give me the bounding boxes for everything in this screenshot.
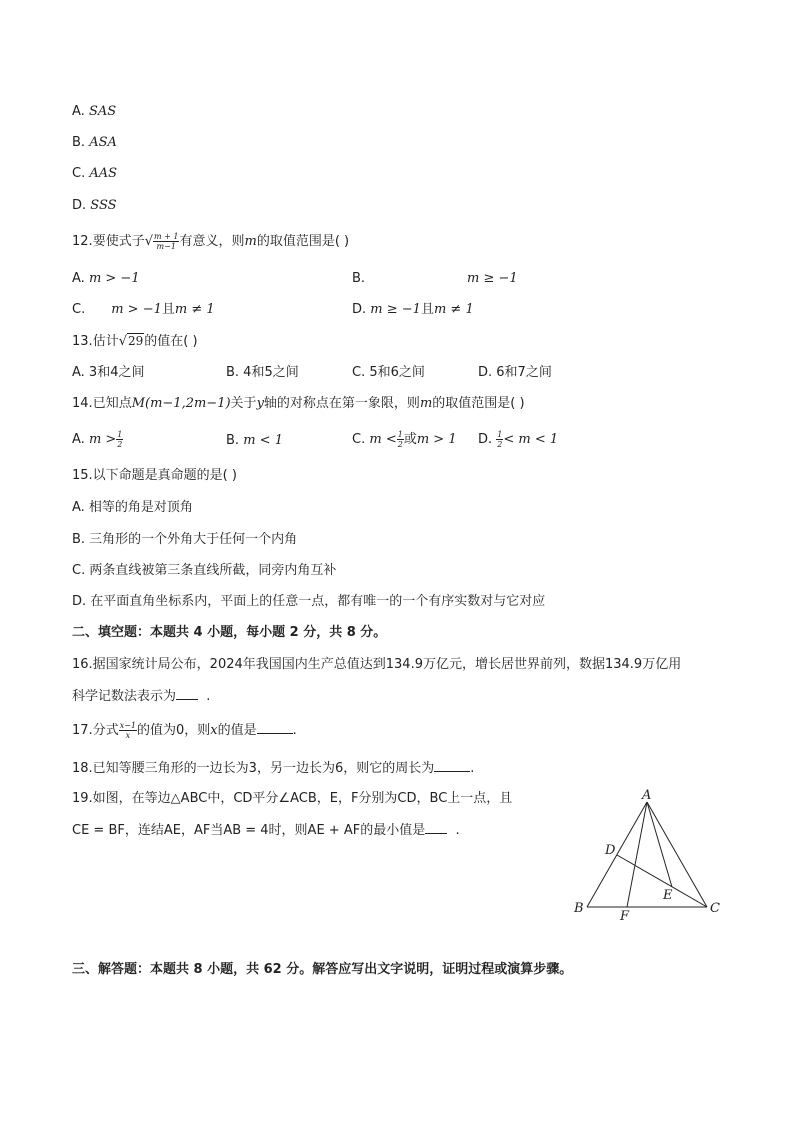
section-title: 二、填空题：本题共 4 小题，每小题 2 分，共 8 分。 xyxy=(72,625,387,640)
variable: x xyxy=(210,723,218,738)
connector: 且 xyxy=(420,302,434,317)
stem-text: 16.据国家统计局公布，2024年我国国内生产总值达到134.9万亿元，增长居世界前列，数据134.9万亿用 xyxy=(72,657,682,672)
option-text: m ≠ 1 xyxy=(174,302,215,317)
option-text: AAS xyxy=(89,166,118,181)
q15-option-d xyxy=(72,593,545,611)
option-text: ASA xyxy=(89,135,117,150)
fraction xyxy=(119,721,137,740)
sqrt-expression: √29 xyxy=(118,334,144,349)
q12-option-d xyxy=(352,301,474,319)
label-b: B xyxy=(574,901,584,916)
option-letter: B. xyxy=(72,135,86,150)
denominator: 2 xyxy=(497,440,503,449)
radicand: 29 xyxy=(128,334,144,348)
punctuation: . xyxy=(455,823,460,838)
stem-text: 的取值范围是( ) xyxy=(432,396,525,411)
stem-text: 的值为0，则 xyxy=(137,723,211,738)
numerator: 1 xyxy=(497,430,503,439)
fraction xyxy=(153,232,179,251)
q19-line-2 xyxy=(72,821,460,840)
option-text: B. 4和5之间 xyxy=(226,365,299,380)
punctuation: . xyxy=(470,761,475,776)
stem-text: 有意义，则 xyxy=(179,234,245,249)
denominator: x xyxy=(125,731,131,740)
option-text: SAS xyxy=(88,104,117,119)
q13-option-a xyxy=(72,364,144,382)
point-expression: M(m−1,2m−1) xyxy=(131,396,231,411)
segment-cd xyxy=(617,855,707,907)
option-letter: D. xyxy=(478,432,493,447)
label-c: C xyxy=(710,901,720,916)
stem-text: 估计 xyxy=(92,334,119,349)
option-text: C. 两条直线被第三条直线所截，同旁内角互补 xyxy=(72,563,337,578)
q13-stem xyxy=(72,332,198,351)
variable: y xyxy=(256,396,264,411)
q15-option-c xyxy=(72,562,336,580)
numerator: x−1 xyxy=(119,721,137,730)
stem-text: 的取值范围是( ) xyxy=(256,234,350,249)
option-text: D. 在平面直角坐标系内，平面上的任意一点，都有唯一的一个有序实数对与它对应 xyxy=(72,594,546,609)
q12-option-c xyxy=(72,301,215,319)
question-number: 13. xyxy=(72,334,93,349)
segment-af xyxy=(627,802,647,907)
q14-option-c xyxy=(352,430,457,449)
variable: m xyxy=(419,396,433,411)
q17-stem xyxy=(72,721,297,740)
answer-blank[interactable] xyxy=(434,759,470,772)
q16-line-2 xyxy=(72,687,210,706)
option-letter: A. xyxy=(72,432,85,447)
q14-option-b xyxy=(226,432,283,450)
q13-option-b xyxy=(226,364,299,382)
option-letter: C. xyxy=(72,166,86,181)
q12-option-b-letter xyxy=(352,270,365,288)
stem-text: 要使式子 xyxy=(92,234,145,249)
question-number: 17. xyxy=(72,723,93,738)
option-text: SSS xyxy=(90,198,117,213)
option-letter: A. xyxy=(72,271,85,286)
denominator: 2 xyxy=(397,440,403,449)
fraction xyxy=(397,430,404,449)
stem-text: 关于 xyxy=(230,396,257,411)
q11-option-a xyxy=(72,103,116,121)
stem-text: 的值在( ) xyxy=(144,334,198,349)
section-title: 三、解答题：本题共 8 小题，共 62 分。解答应写出文字说明，证明过程或演算步骤。 xyxy=(72,962,573,977)
stem-text: 轴的对称点在第一象限，则 xyxy=(263,396,420,411)
option-letter: D. xyxy=(352,302,367,317)
option-text: D. 6和7之间 xyxy=(478,365,552,380)
q11-option-d xyxy=(72,197,117,215)
q14-option-a xyxy=(72,430,123,449)
question-number: 14. xyxy=(72,396,93,411)
option-letter: A. xyxy=(72,104,85,119)
stem-text: 18.已知等腰三角形的一边长为3，另一边长为6，则它的周长为 xyxy=(72,761,435,776)
option-letter: C. xyxy=(352,432,366,447)
label-a: A xyxy=(642,788,652,803)
label-d: D xyxy=(605,843,616,858)
numerator: m + 1 xyxy=(154,232,179,241)
option-letter: C. xyxy=(72,302,86,317)
option-text: m < 1 xyxy=(243,433,283,448)
stem-text: 分式 xyxy=(92,723,119,738)
q19-line-1 xyxy=(72,790,512,808)
side-ac xyxy=(647,802,707,907)
numerator: 1 xyxy=(117,430,123,439)
q12-option-a xyxy=(72,270,140,288)
section-heading-fill-in xyxy=(72,624,386,642)
question-number: 12. xyxy=(72,234,93,249)
q11-option-b xyxy=(72,134,117,152)
q15-option-a xyxy=(72,499,193,517)
punctuation: . xyxy=(206,689,211,704)
option-letter: D. xyxy=(72,198,87,213)
sqrt-expression: √ $\frac{m + 1}{m-1}$ xyxy=(144,232,179,251)
q12-option-b-text xyxy=(467,270,518,288)
stem-text: 已知点 xyxy=(92,396,132,411)
label-e: E xyxy=(663,888,673,903)
option-letter: B. xyxy=(226,433,240,448)
stem-text: 15.以下命题是真命题的是( ) xyxy=(72,468,237,483)
fraction xyxy=(116,430,123,449)
option-text: m > −1 xyxy=(88,271,140,286)
option-text: C. 5和6之间 xyxy=(352,365,425,380)
q15-stem xyxy=(72,467,237,485)
option-text: m ≥ −1 xyxy=(467,271,518,286)
option-text: m ≥ −1 xyxy=(370,302,421,317)
option-text: m > 1 xyxy=(416,432,457,447)
q13-option-c xyxy=(352,364,425,382)
option-text: A. 3和4之间 xyxy=(72,365,145,380)
q18-stem xyxy=(72,759,474,778)
denominator: m−1 xyxy=(156,242,176,251)
triangle-figure xyxy=(560,785,740,935)
option-text: m < xyxy=(369,432,397,447)
q14-stem xyxy=(72,395,525,413)
label-f: F xyxy=(620,909,630,924)
q14-option-d xyxy=(478,430,558,449)
side-ab xyxy=(587,802,647,907)
q15-option-b xyxy=(72,531,297,549)
q11-option-c xyxy=(72,165,117,183)
denominator: 2 xyxy=(117,440,123,449)
option-text: m > −1 xyxy=(111,302,162,317)
connector: 且 xyxy=(161,302,175,317)
stem-text: 的值是 xyxy=(217,723,257,738)
answer-blank[interactable] xyxy=(425,821,447,834)
option-text: m ≠ 1 xyxy=(433,302,474,317)
numerator: 1 xyxy=(397,430,403,439)
option-text: m > xyxy=(88,432,117,447)
option-text: < m < 1 xyxy=(503,432,559,447)
q12-stem xyxy=(72,232,349,251)
option-letter: B. xyxy=(352,271,366,286)
stem-text: 科学记数法表示为 xyxy=(72,689,177,704)
stem-text: 19.如图，在等边△ABC中，CD平分∠ACB，E，F分别为CD，BC上一点，且 xyxy=(72,791,513,806)
variable: m xyxy=(244,234,257,249)
option-text: A. 相等的角是对顶角 xyxy=(72,500,193,515)
option-text: B. 三角形的一个外角大于任何一个内角 xyxy=(72,532,298,547)
stem-text: CE = BF，连结AE，AF当AB = 4时，则AE + AF的最小值是 xyxy=(72,823,426,838)
answer-blank[interactable] xyxy=(176,687,198,700)
connector: 或 xyxy=(403,432,417,447)
q16-line-1 xyxy=(72,656,681,674)
section-heading-solutions xyxy=(72,961,572,979)
punctuation: . xyxy=(292,723,297,738)
answer-blank[interactable] xyxy=(257,721,293,734)
q13-option-d xyxy=(478,364,552,382)
